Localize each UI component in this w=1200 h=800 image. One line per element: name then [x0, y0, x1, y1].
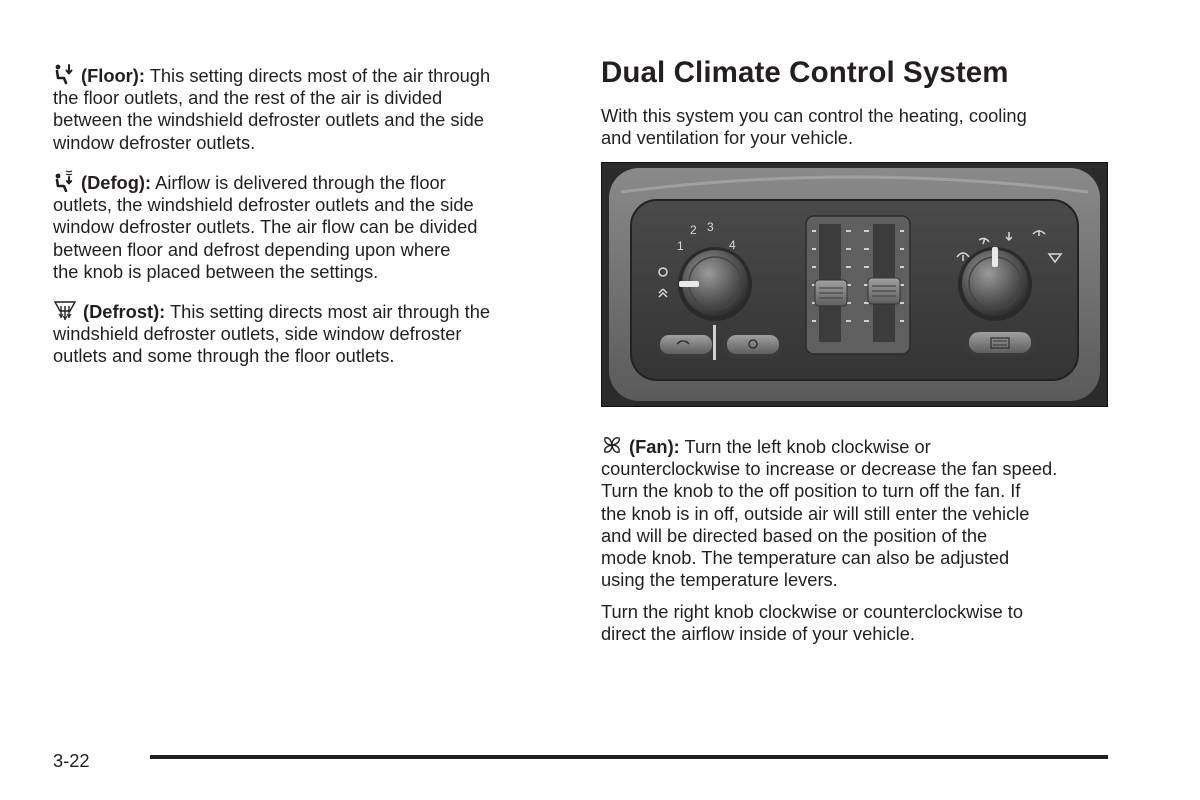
defrost-paragraph: (Defrost): This setting directs most air through the windshield defroster outlets, side window defroster outlets and some through the floor outlets. [53, 301, 491, 367]
fan-paragraph: (Fan): Turn the left knob clockwise or counterclockwise to increase or decrease the fan speed. Turn the knob to the off position to turn off the fan. If the knob is in off, outside air will still enter the vehicle and will be directed based on the position of the mode knob. The temperature can also be adjusted using the temperature levers. [601, 436, 1058, 591]
floor-paragraph: (Floor): This setting directs most of the air through the floor outlets, and the rest of the air is divided between the windshield defroster outlets and the side window defroster outlets. [53, 65, 491, 153]
svg-text:1: 1 [677, 239, 684, 253]
svg-text:4: 4 [729, 238, 736, 252]
right-knob-paragraph: Turn the right knob clockwise or counterclockwise to direct the airflow inside of your vehicle. [601, 601, 1024, 645]
page-number: 3-22 [53, 750, 90, 771]
mode-knob[interactable] [958, 247, 1032, 321]
intro-paragraph: With this system you can control the heating, cooling and ventilation for your vehicle. [601, 105, 1027, 149]
fan-knob[interactable] [678, 247, 752, 321]
fan-icon [601, 434, 623, 456]
climate-control-panel-figure [601, 162, 1108, 407]
defog-term: (Defog): [81, 172, 152, 193]
defog-paragraph: (Defog): Airflow is delivered through the floor outlets, the windshield defroster outlets and the side window defroster outlets. The air flow can be divided between floor and defrost depending upon where the knob is placed between the settings. [53, 172, 478, 282]
svg-text:3: 3 [707, 220, 714, 234]
footer-rule [150, 755, 1108, 759]
section-title: Dual Climate Control System [601, 56, 1009, 89]
defog-mode-icon [53, 170, 75, 192]
temperature-levers[interactable] [806, 216, 910, 354]
floor-term: (Floor): [81, 65, 145, 86]
rear-defrost-button[interactable] [965, 329, 1035, 357]
floor-mode-icon [53, 63, 75, 85]
svg-text:2: 2 [690, 223, 697, 237]
fan-term: (Fan): [629, 436, 680, 457]
defrost-mode-icon [53, 299, 77, 321]
defrost-term: (Defrost): [83, 301, 166, 322]
